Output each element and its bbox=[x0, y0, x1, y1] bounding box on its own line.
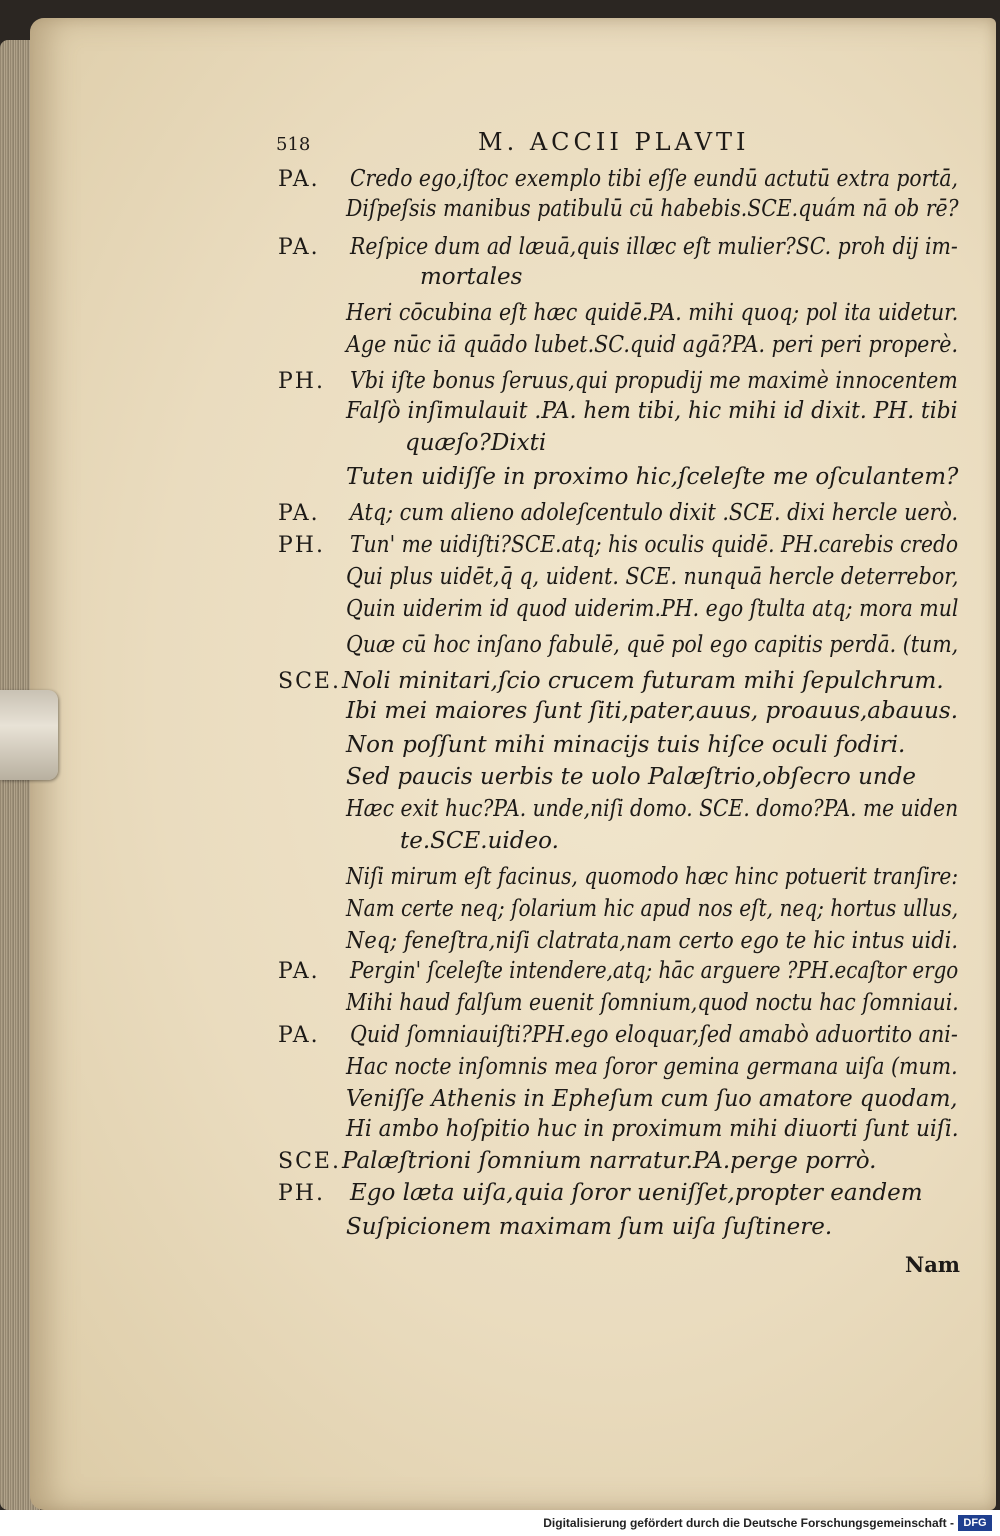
verse-line: Veniſſe Athenis in Epheſum cum ſuo amatore quodam, bbox=[346, 1086, 958, 1112]
speaker-label: PH. bbox=[278, 1181, 325, 1206]
verse-line: quæſo?Dixti bbox=[405, 430, 547, 456]
verse-line: Neq; feneſtra,niſi clatrata,nam certo ego te hic intus uidi. bbox=[346, 928, 959, 954]
verse-line: Tun' me uidiſti?SCE.atq; his oculis quidē. PH.carebis credo bbox=[350, 532, 959, 558]
catchword: Nam bbox=[905, 1252, 961, 1277]
verse-line: Palæſtrioni ſomnium narratur.PA.perge porrò. bbox=[342, 1148, 877, 1174]
verse-line: Quæ cū hoc inſano fabulē, quē pol ego capitis perdā. (tum, bbox=[346, 632, 959, 658]
verse-line: Hi ambo hoſpitio huc in proximum mihi diuorti ſunt uiſi. bbox=[346, 1116, 959, 1142]
verse-line: Pergin' ſceleſte intendere,atq; hāc arguere ?PH.ecaſtor ergo bbox=[350, 958, 959, 984]
verse-line: Quin uiderim id quod uiderim.PH. ego ſtulta atq; mora mul bbox=[346, 596, 959, 622]
verse-line: Age nūc iā quādo lubet.SC.quid agā?PA. peri peri properè. bbox=[346, 332, 959, 358]
verse-line: Noli minitari,ſcio crucem futuram mihi ſepulchrum. bbox=[342, 668, 944, 694]
verse-line: Hac nocte inſomnis mea ſoror gemina germana uiſa (mum. bbox=[346, 1054, 958, 1080]
speaker-label: PA. bbox=[278, 501, 320, 526]
verse-line: Diſpeſsis manibus patibulū cū habebis.SCE.quám nā ob rē? bbox=[346, 196, 959, 222]
verse-line: Quid ſomniauiſti?PH.ego eloquar,ſed amabò aduortito ani- bbox=[350, 1022, 958, 1048]
digitization-footer bbox=[0, 1510, 1000, 1536]
verse-line: te.SCE.uideo. bbox=[400, 828, 559, 854]
dfg-logo: DFG bbox=[958, 1515, 992, 1531]
running-title: M. ACCII PLAVTI bbox=[478, 128, 750, 156]
verse-line: mortales bbox=[420, 264, 523, 290]
verse-line: Heri cōcubina eſt hæc quidē.PA. mihi quoq; pol ita uidetur. bbox=[346, 300, 959, 326]
speaker-label: SCE. bbox=[278, 669, 341, 694]
verse-line: Ego læta uiſa,quia ſoror ueniſſet,propter eandem bbox=[350, 1180, 923, 1206]
verse-line: Vbi iſte bonus ſeruus,qui propudij me maximè innocentem bbox=[350, 368, 958, 394]
verse-line: Non poſſunt mihi minacijs tuis hiſce oculi fodiri. bbox=[346, 732, 906, 758]
footer-credit: Digitalisierung gefördert durch die Deutsche Forschungsgemeinschaft - bbox=[543, 1516, 954, 1530]
verse-line: Suſpicionem maximam ſum uiſa ſuſtinere. bbox=[346, 1214, 833, 1240]
verse-line: Falſò inſimulauit .PA. hem tibi, hic mihi id dixit. PH. tibi bbox=[346, 398, 958, 424]
book-clasp bbox=[0, 690, 58, 780]
speaker-label: PA. bbox=[278, 167, 320, 192]
running-header bbox=[276, 128, 750, 156]
speaker-label: PA. bbox=[278, 959, 320, 984]
verse-line: Mihi haud falſum euenit ſomnium,quod noctu hac ſomniaui. bbox=[346, 990, 959, 1016]
verse-line: Sed paucis uerbis te uolo Palæſtrio,obſecro unde bbox=[346, 764, 917, 790]
verse-line: Qui plus uidēt,q̄ q, uident. SCE. nunquā hercle deterrebor, bbox=[346, 564, 959, 590]
verse-line: Niſi mirum eſt facinus, quomodo hæc hinc potuerit tranſire: bbox=[346, 864, 959, 890]
speaker-label: PH. bbox=[278, 369, 325, 394]
verse-line: Tuten uidiſſe in proximo hic,ſceleſte me oſculantem? bbox=[346, 464, 959, 490]
speaker-label: PH. bbox=[278, 533, 325, 558]
speaker-label: SCE. bbox=[278, 1149, 341, 1174]
page-number: 518 bbox=[276, 134, 311, 155]
verse-line: Nam certe neq; ſolarium hic apud nos eſt, neq; hortus ullus, bbox=[346, 896, 959, 922]
verse-line: Atq; cum alieno adoleſcentulo dixit .SCE. dixi hercle uerò. bbox=[350, 500, 959, 526]
speaker-label: PA. bbox=[278, 1023, 320, 1048]
verse-line: Reſpice dum ad læuā,quis illæc eſt mulier?SC. proh dij im- bbox=[350, 234, 958, 260]
verse-line: Credo ego,iſtoc exemplo tibi eſſe eundū actutū extra portā, bbox=[350, 166, 958, 192]
verse-line: Hæc exit huc?PA. unde,niſi domo. SCE. domo?PA. me uiden bbox=[346, 796, 959, 822]
speaker-label: PA. bbox=[278, 235, 320, 260]
verse-line: Ibi mei maiores ſunt ſiti,pater,auus, proauus,abauus. bbox=[346, 698, 958, 724]
